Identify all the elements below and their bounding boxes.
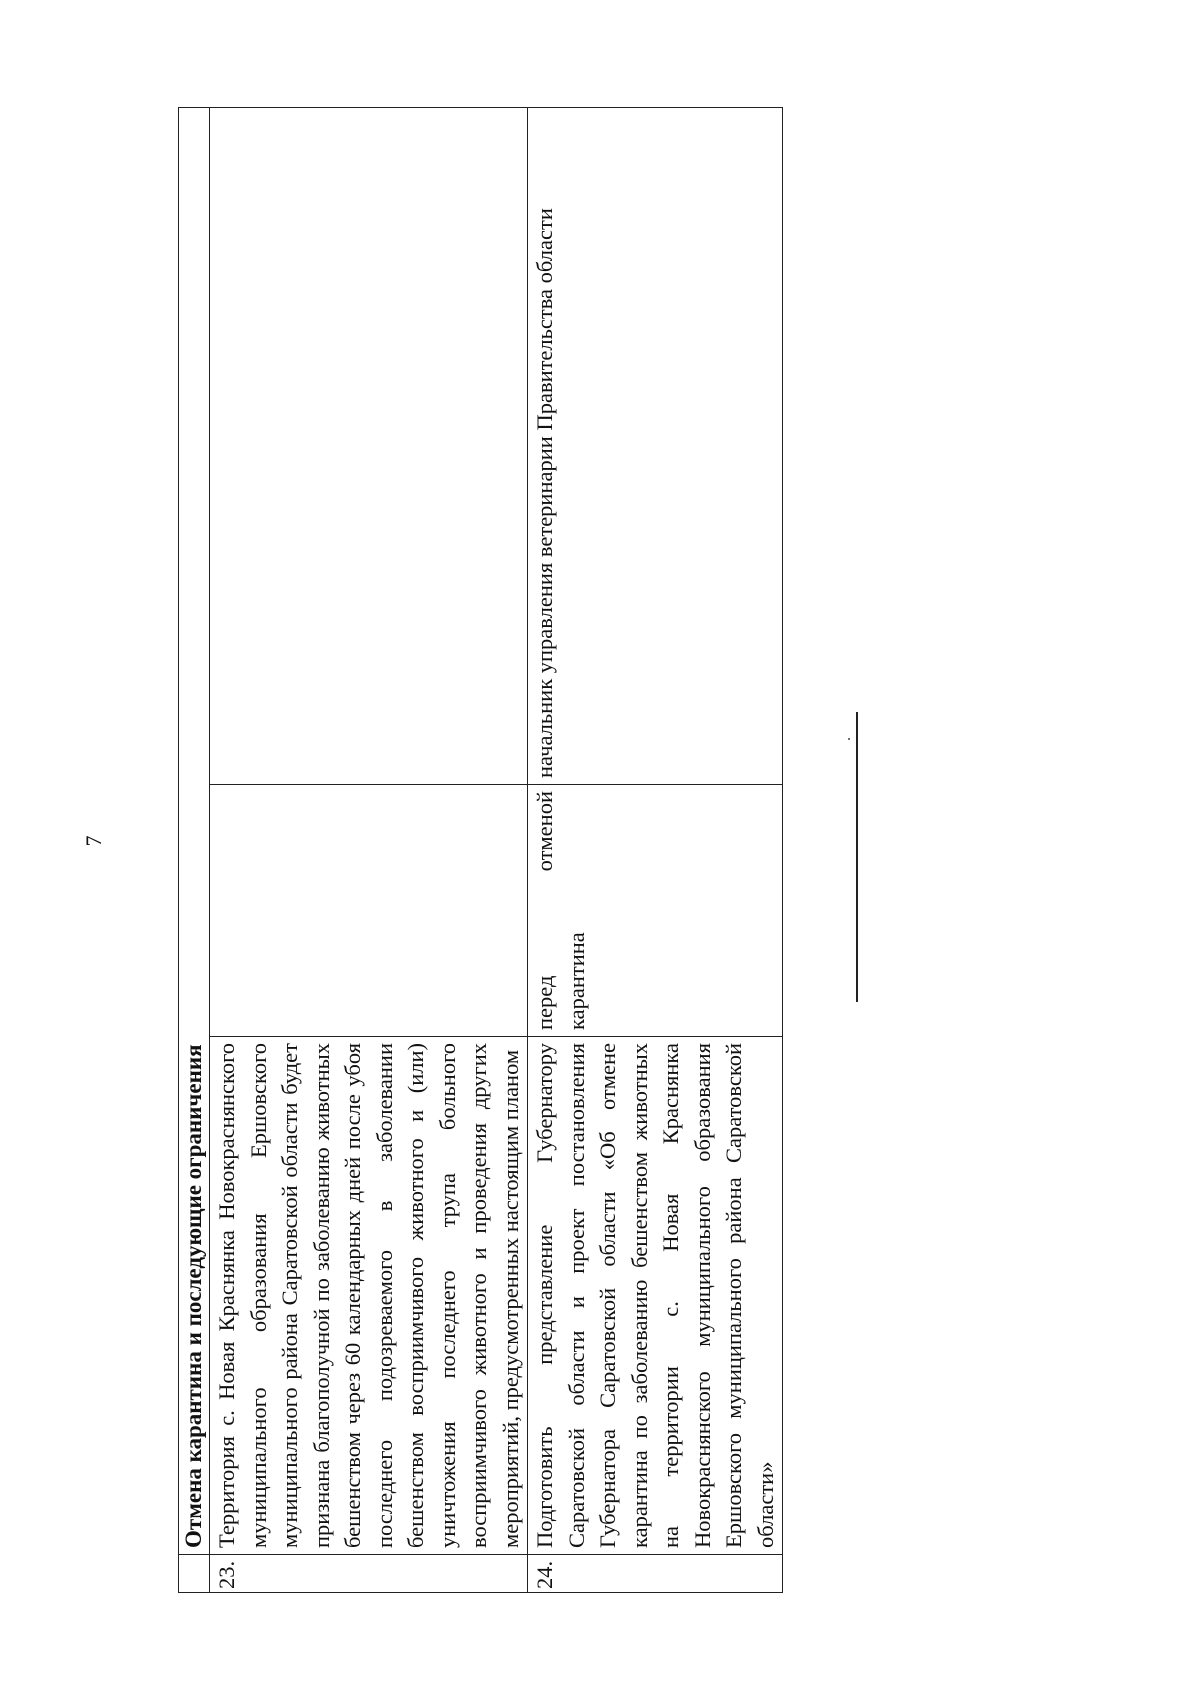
closing-rule-line <box>856 712 858 1002</box>
page-number: 7 <box>81 835 106 847</box>
table-row <box>528 107 783 1592</box>
measures-table-wrapper <box>178 108 778 1593</box>
measure-text: Территория с. Новая Краснянка Новокраснянского муниципального образования Ершовского муниципального района Саратовской области будет признана благополучной по заболеванию животных бешенством через 60 календарных дней после убоя последнего подозреваемого в заболевании бешенством восприимчивого животного и (или) уничтожения последнего трупа больного восприимчивого животного и проведения других мероприятий, предусмотренных настоящим планом <box>214 1043 523 1548</box>
measure-cell <box>528 1037 783 1555</box>
section-title: Отмена карантина и последующие ограничения <box>179 107 210 1554</box>
row-number: 24. <box>528 1555 783 1593</box>
deadline-cell: перед отменой карантина <box>528 785 783 1037</box>
measure-cell <box>210 1037 528 1555</box>
measures-table <box>178 107 783 1593</box>
row-number: 23. <box>210 1555 528 1593</box>
table-row <box>210 107 528 1592</box>
section-header-row <box>179 107 210 1592</box>
responsible-cell: начальник управления ветеринарии Правительства области <box>528 107 783 784</box>
responsible-cell <box>210 107 528 784</box>
deadline-cell <box>210 785 528 1037</box>
measure-text: Подготовить представление Губернатору Саратовской области и проект постановления Губернатора Саратовской области «Об отмене карантина по заболеванию бешенством животных на территории с. Новая Краснянка Новокраснянского муниципального образования Ершовского муниципального района Саратовской области» <box>532 1043 778 1548</box>
header-spacer-cell <box>179 1555 210 1593</box>
scan-speck <box>848 738 850 740</box>
